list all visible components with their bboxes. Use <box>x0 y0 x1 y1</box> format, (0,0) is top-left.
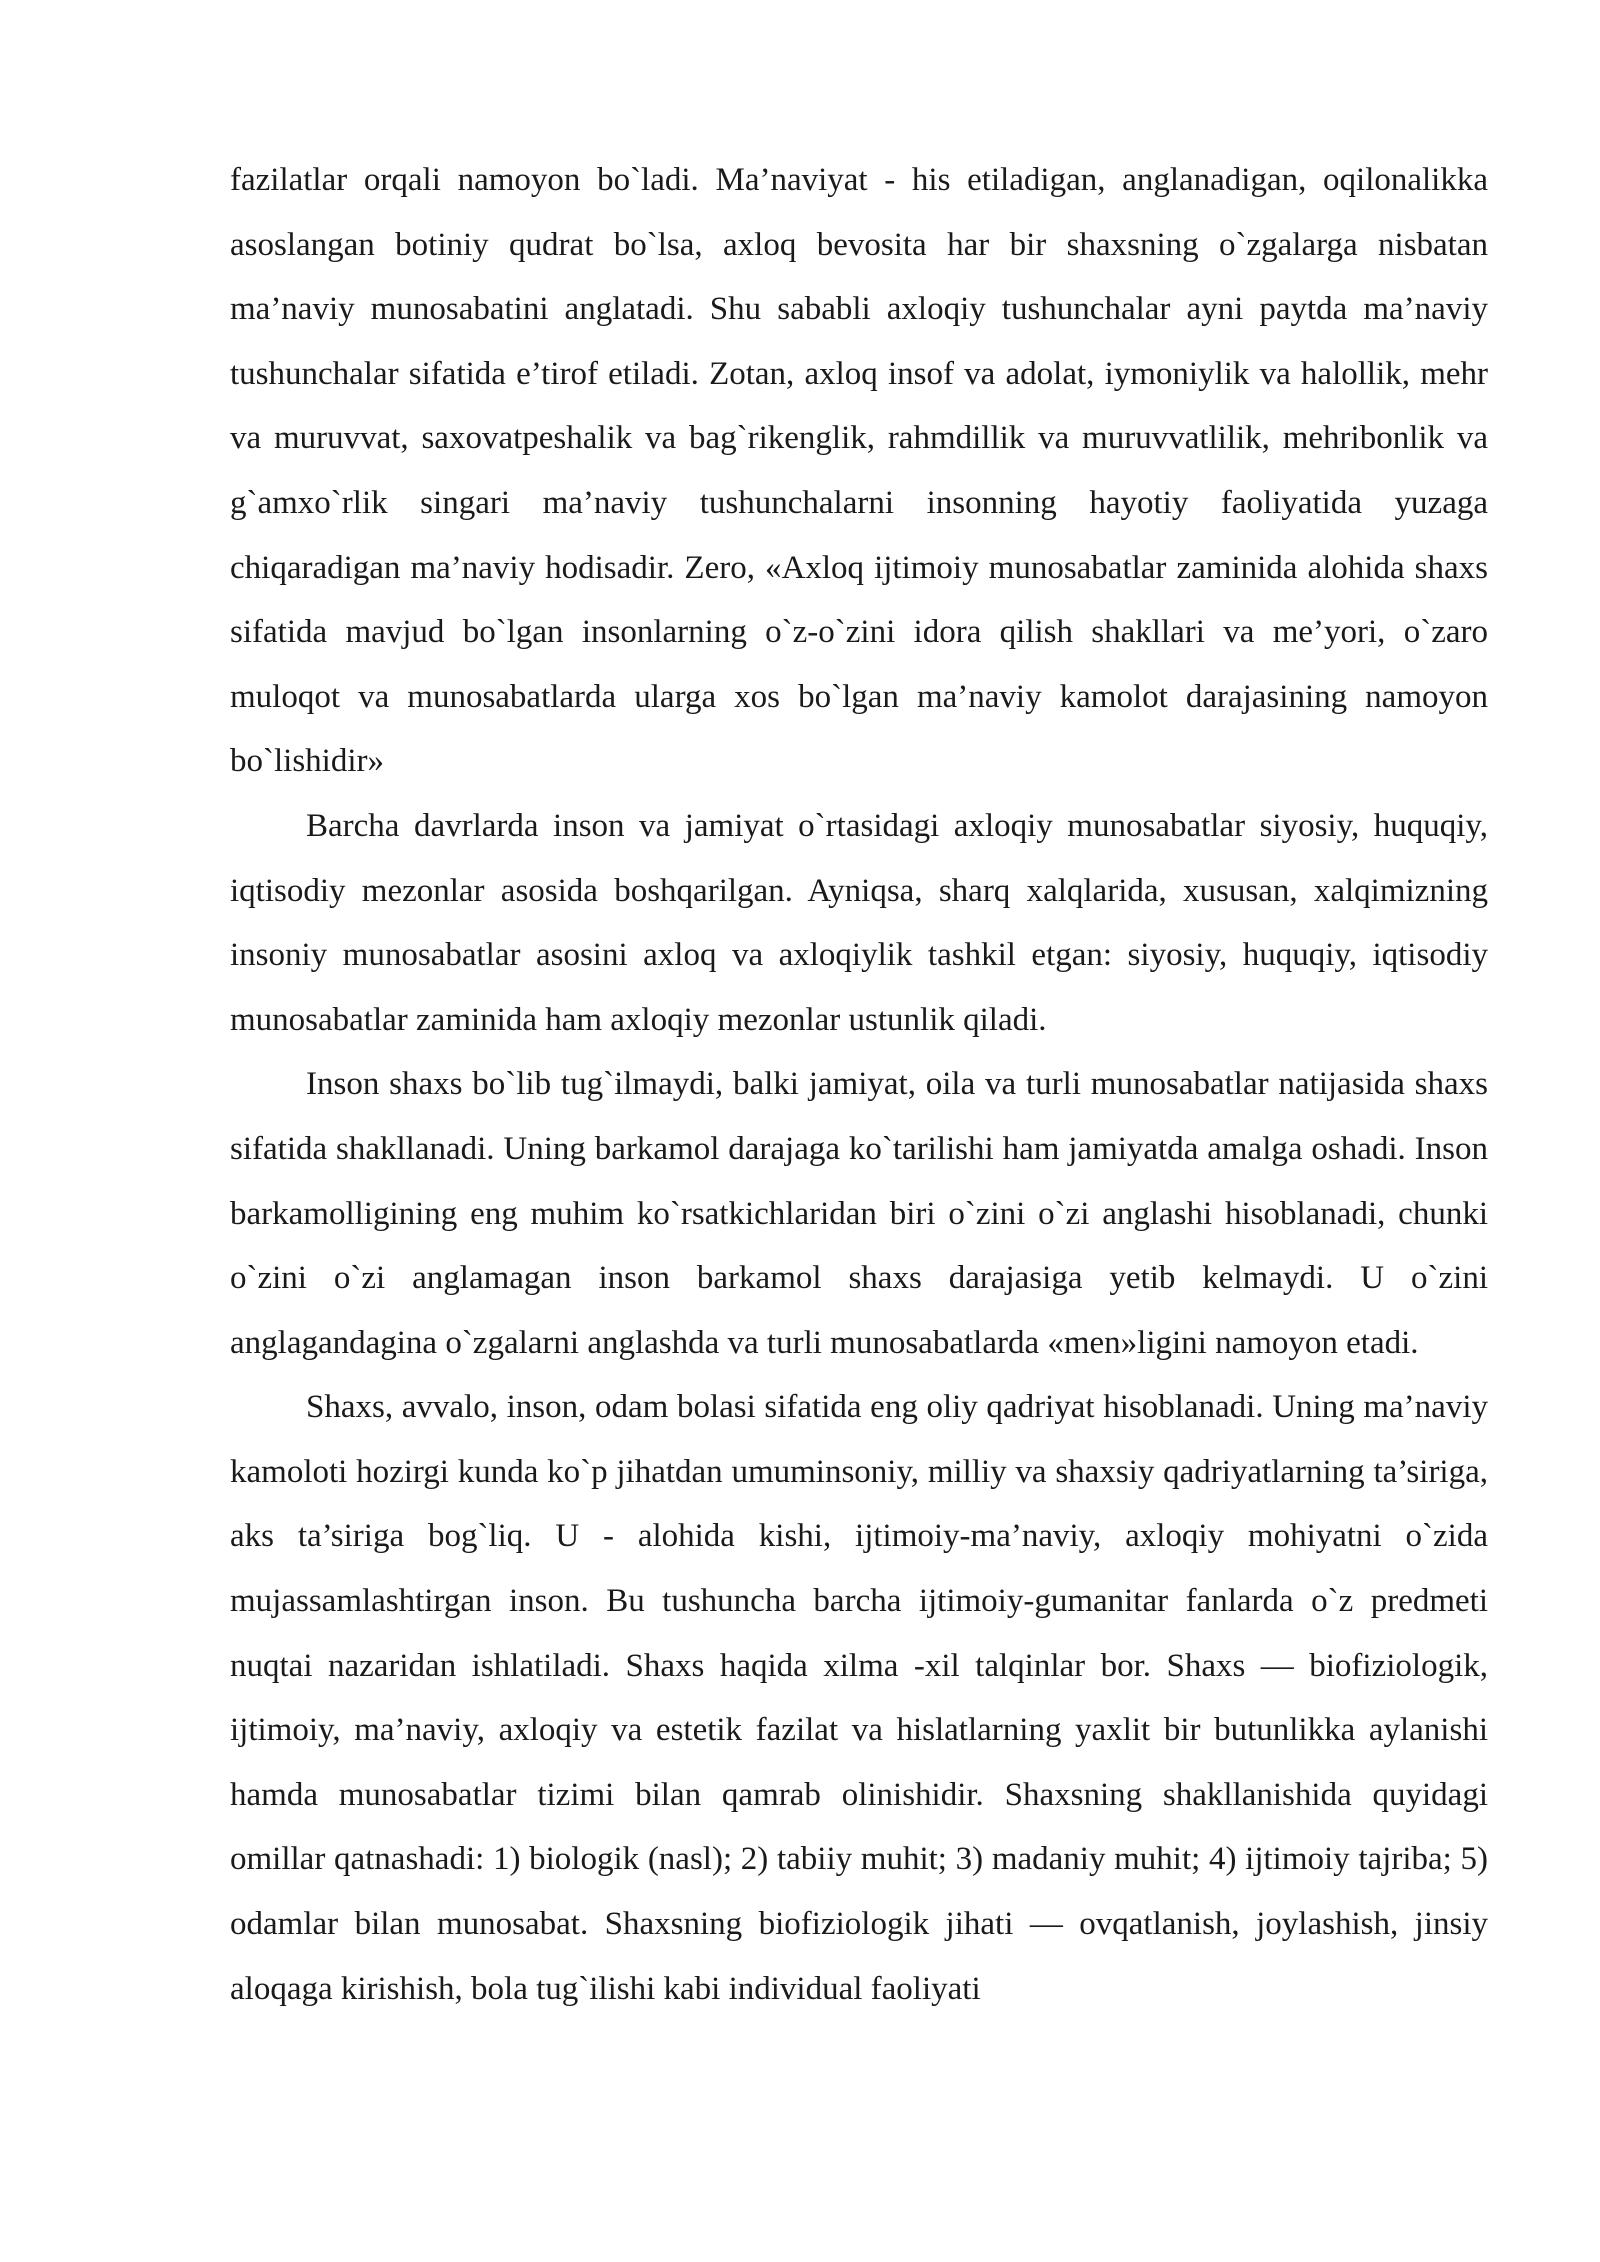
paragraph-continuation: fazilatlar orqali namoyon bo`ladi. Ma’naviyat - his etiladigan, anglanadigan, oqilonalikka asoslangan botiniy qudrat bo`lsa, axloq bevosita har bir shaxsning o`zgalarga nisbatan ma’naviy munosabatini anglatadi. Shu sababli axloqiy tushunchalar ayni paytda ma’naviy tushunchalar sifatida e’tirof etiladi. Zotan, axloq insof va adolat, iymoniylik va halollik, mehr va muruvvat, saxovatpeshalik va bag`rikenglik, rahmdillik va muruvvatlilik, mehribonlik va g`amxo`rlik singari ma’naviy tushunchalarni insonning hayotiy faoliyatida yuzaga chiqaradigan ma’naviy hodisadir. Zero, «Axloq ijtimoiy munosabatlar zaminida alohida shaxs sifatida mavjud bo`lgan insonlarning o`z-o`zini idora qilish shakllari va me’yori, o`zaro muloqot va munosabatlarda ularga xos bo`lgan ma’naviy kamolot darajasining namoyon bo`lishidir» <box>230 162 1488 780</box>
body-text <box>230 148 1488 2021</box>
paragraph-ethics-relations: Barcha davrlarda inson va jamiyat o`rtasidagi axloqiy munosabatlar siyosiy, huquqiy, iqtisodiy mezonlar asosida boshqarilgan. Ayniqsa, sharq xalqlarida, xususan, xalqimizning insoniy munosabatlar asosini axloq va axloqiylik tashkil etgan: siyosiy, huquqiy, iqtisodiy munosabatlar zaminida ham axloqiy mezonlar ustunlik qiladi. <box>230 807 1488 1038</box>
paragraph-personality-formation: Inson shaxs bo`lib tug`ilmaydi, balki jamiyat, oila va turli munosabatlar natijasida shaxs sifatida shakllanadi. Uning barkamol darajaga ko`tarilishi ham jamiyatda amalga oshadi. Inson barkamolligining eng muhim ko`rsatkichlaridan biri o`zini o`zi anglashi hisoblanadi, chunki o`zini o`zi anglamagan inson barkamol shaxs darajasiga yetib kelmaydi. U o`zini anglagandagina o`zgalarni anglashda va turli munosabatlarda «men»ligini namoyon etadi. <box>230 1066 1488 1361</box>
paragraph-personality-definition: Shaxs, avvalo, inson, odam bolasi sifatida eng oliy qadriyat hisoblanadi. Uning ma’naviy kamoloti hozirgi kunda ko`p jihatdan umuminsoniy, milliy va shaxsiy qadriyatlarning ta’siriga, aks ta’siriga bog`liq. U - alohida kishi, ijtimoiy-ma’naviy, axloqiy mohiyatni o`zida mujassamlashtirgan inson. Bu tushuncha barcha ijtimoiy-gumanitar fanlarda o`z predmeti nuqtai nazaridan ishlatiladi. Shaxs haqida xilma -xil talqinlar bor. Shaxs — biofiziologik, ijtimoiy, ma’naviy, axloqiy va estetik fazilat va hislatlarning yaxlit bir butunlikka aylanishi hamda munosabatlar tizimi bilan qamrab olinishidir. Shaxsning shakllanishida quyidagi omillar qatnashadi: 1) biologik (nasl); 2) tabiiy muhit; 3) madaniy muhit; 4) ijtimoiy tajriba; 5) odamlar bilan munosabat. Shaxsning biofiziologik jihati — ovqatlanish, joylashish, jinsiy aloqaga kirishish, bola tug`ilishi kabi individual faoliyati <box>230 1389 1488 2007</box>
